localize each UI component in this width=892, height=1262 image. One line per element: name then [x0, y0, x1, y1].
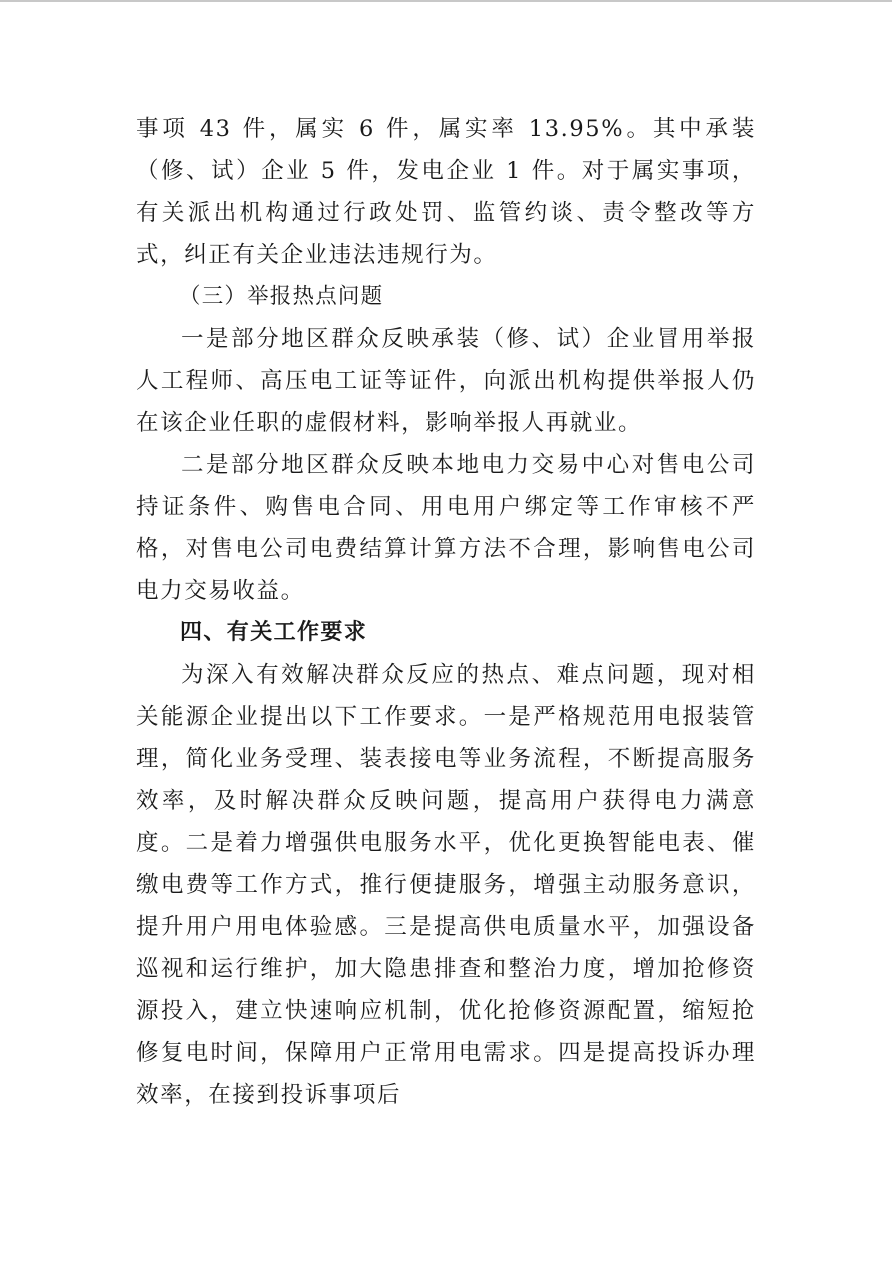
document-page — [136, 108, 756, 1116]
paragraph-issue-two: 二是部分地区群众反映本地电力交易中心对售电公司持证条件、购售电合同、用电用户绑定等工作审核不严格，对售电公司电费结算计算方法不合理，影响售电公司电力交易收益。 — [136, 452, 756, 604]
paragraph-work-requirements: 为深入有效解决群众反应的热点、难点问题，现对相关能源企业提出以下工作要求。一是严格规范用电报装管理，简化业务受理、装表接电等业务流程，不断提高服务效率，及时解决群众反映问题，提高用户获得电力满意度。二是着力增强供电服务水平，优化更换智能电表、催缴电费等工作方式，推行便捷服务，增强主动服务意识，提升用户用电体验感。三是提高供电质量水平，加强设备巡视和运行维护，加大隐患排查和整治力度，增加抢修资源投入，建立快速响应机制，优化抢修资源配置，缩短抢修复电时间，保障用户正常用电需求。四是提高投诉办理效率，在接到投诉事项后 — [136, 662, 756, 1108]
subheading-report-hot-issues: （三）举报热点问题 — [179, 284, 384, 309]
section-heading-work-requirements: 四、有关工作要求 — [180, 620, 368, 645]
paragraph-issue-one: 一是部分地区群众反映承装（修、试）企业冒用举报人工程师、高压电工证等证件，向派出机构提供举报人仍在该企业任职的虚假材料，影响举报人再就业。 — [136, 326, 756, 436]
paragraph-statistics: 事项 43 件，属实 6 件，属实率 13.95%。其中承装（修、试）企业 5 件，发电企业 1 件。对于属实事项，有关派出机构通过行政处罚、监管约谈、责令整改等方式，纠正有关企业违法违规行为。 — [136, 116, 756, 268]
page-top-border — [0, 0, 892, 2]
